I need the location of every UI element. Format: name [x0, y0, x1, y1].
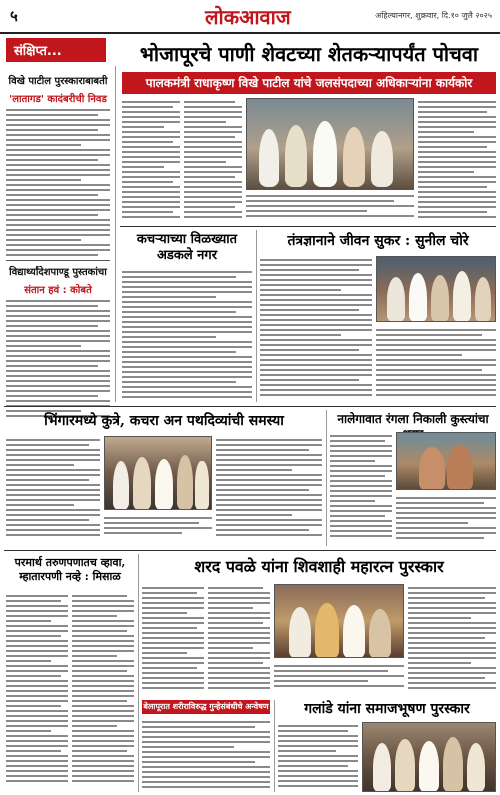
mid-page-rule	[4, 406, 496, 407]
page-number: ५	[10, 7, 18, 25]
brief-body-1	[6, 106, 110, 256]
col-divider-mid	[256, 230, 257, 402]
col-divider-lower	[138, 554, 139, 792]
story-tech-body-2	[376, 326, 496, 402]
story-misal-body-2	[72, 592, 134, 792]
story-misal-body-1	[6, 592, 68, 792]
lead-body-col-2	[184, 98, 242, 220]
brief-divider	[6, 260, 110, 261]
lead-body-col-3	[418, 98, 496, 220]
newspaper-name: लोकआवाज	[205, 5, 291, 29]
lead-photo-caption	[246, 192, 414, 220]
brief-headline-3: विद्यार्थ्यांदेशपाण्डू पुस्तकांचा	[9, 267, 107, 278]
story-bhingar-body-1	[6, 436, 100, 544]
story-tech-body-1	[260, 256, 372, 402]
story-belapur-body	[142, 718, 270, 792]
bhingar-photo-caption	[104, 514, 212, 544]
story-wrestling-body-2	[396, 494, 496, 544]
issue-date-line: अहिल्यानगर, शुक्रवार, दि.१० जुलै २०२५	[375, 11, 492, 20]
lead-body-col-1	[122, 98, 180, 220]
lower-page-rule	[4, 550, 496, 551]
story-galande-headline: गलांडे यांना समाजभूषण पुरस्कार	[304, 701, 470, 717]
story-pawle-body-3	[408, 584, 496, 696]
masthead	[0, 0, 500, 34]
lead-story-bottom-rule	[120, 226, 496, 227]
col-divider-galande	[274, 700, 275, 792]
story-pawle-headline: शरद पवळे यांना शिवशाही महारत्न पुरस्कार	[194, 557, 444, 576]
bhingar-story-photo	[104, 436, 212, 510]
col-divider-wrestling	[326, 410, 327, 546]
galande-story-photo	[362, 722, 496, 792]
story-garbage-body	[122, 268, 252, 402]
lead-photo	[246, 98, 414, 190]
story-bhingar-body-2	[216, 436, 322, 544]
story-wrestling-headline: नालेगावात रंगला निकाली कुस्त्यांचा	[337, 412, 489, 426]
story-bhingar-headline: भिंगारमध्ये कुत्रे, कचरा अन पथदिव्यांची समस्या	[44, 413, 284, 429]
pawle-story-photo	[274, 584, 404, 658]
wrestling-story-photo	[396, 432, 496, 490]
story-pawle-body-2	[208, 584, 270, 696]
story-pawle-body-1	[142, 584, 204, 696]
story-tech-headline: तंत्रज्ञानाने जीवन सुकर : सुनील चोरे	[287, 233, 469, 249]
brief-headline-2: 'लातागड' कादंबरीची निवड	[9, 94, 107, 105]
story-garbage-headline: कचऱ्याच्या विळख्यात अडकले नगर	[136, 232, 238, 263]
pawle-photo-caption	[274, 662, 404, 696]
section-label: संक्षिप्त...	[6, 38, 106, 62]
lead-sub-banner: पालकमंत्री राधाकृष्ण विखे पाटील यांचे जलसंपदाच्या अधिकाऱ्यांना कार्यकोर	[122, 72, 496, 94]
tech-story-photo	[376, 256, 496, 322]
brief-column	[4, 66, 116, 402]
brief-headline-4: संतान हवं : कोबते	[24, 285, 92, 296]
brief-headline-1: विखे पाटील पुरस्काराबाबती	[8, 76, 108, 87]
lead-headline: भोजापूरचे पाणी शेवटच्या शेतकऱ्यापर्यंत पोचवा	[139, 42, 479, 66]
story-galande-body-1	[278, 722, 358, 792]
brief-body-2	[6, 297, 110, 417]
story-belapur-headline: बेलापूरात शरीराविरुद्ध गुन्हेसंबंधीचे अन्वेषण	[142, 700, 270, 714]
story-wrestling-body-1	[330, 432, 392, 544]
story-misal-headline: परमार्थ तरुणपणातच व्हावा, म्हातारपणी नव्हे : मिसाळ	[14, 556, 126, 583]
